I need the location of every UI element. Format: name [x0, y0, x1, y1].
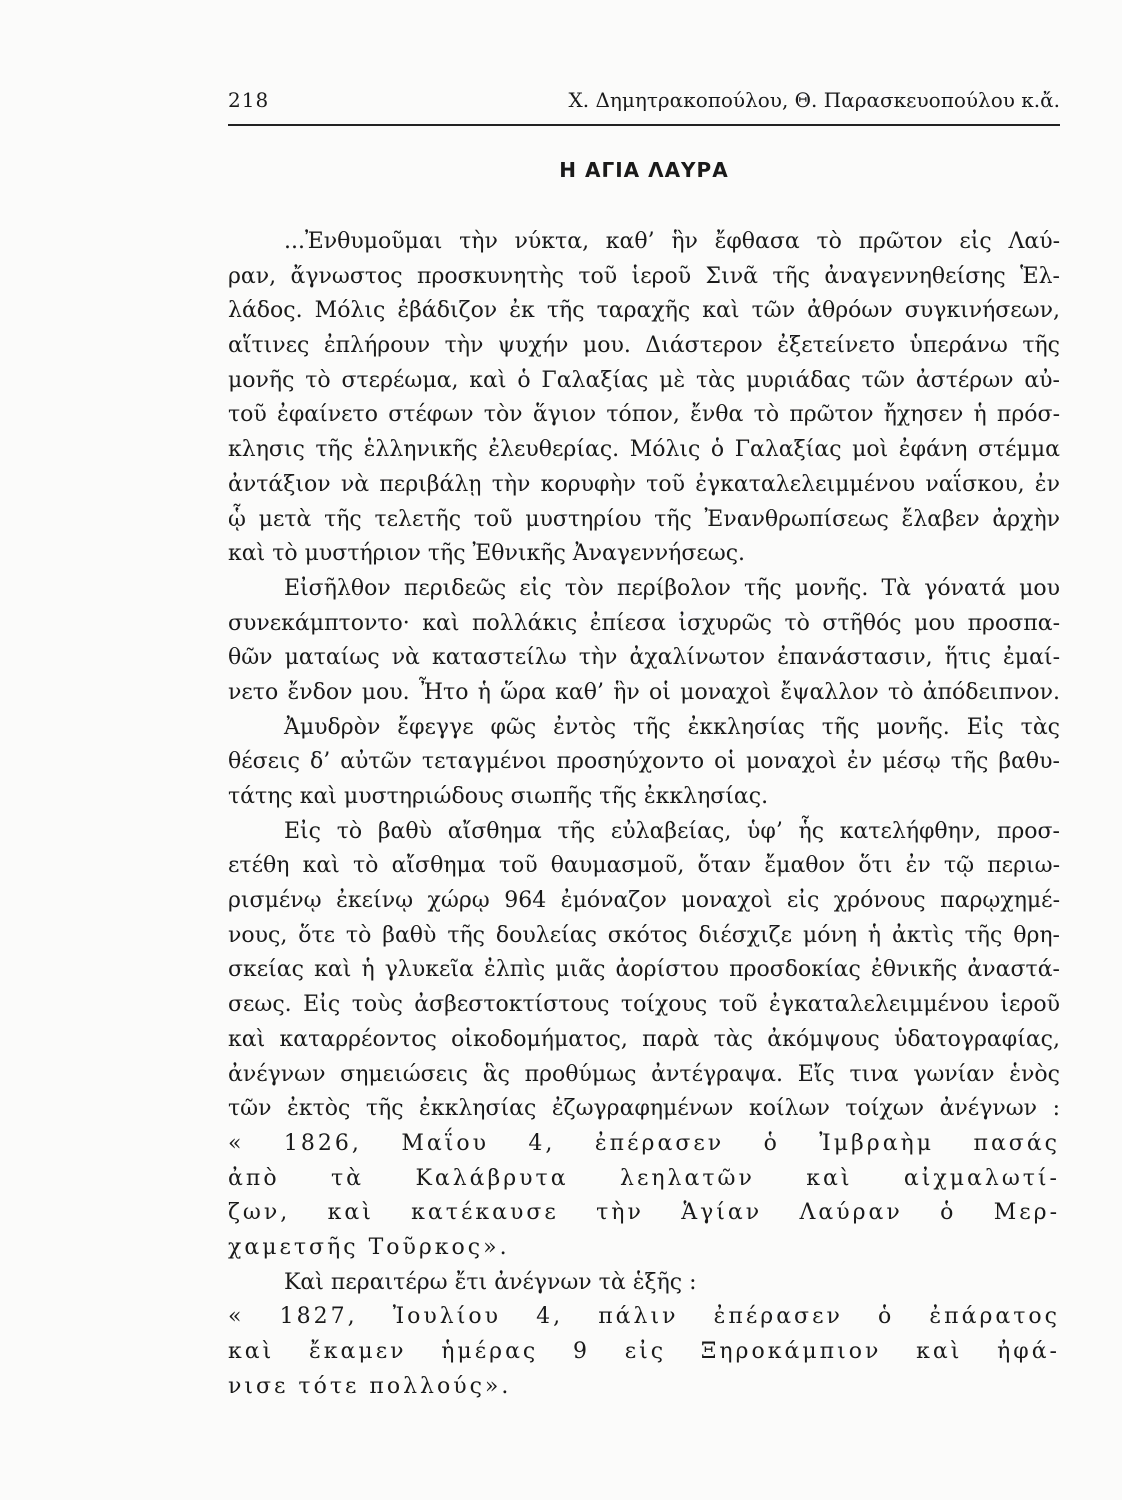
quote-line: « 1827, Ἰουλίου 4, πάλιν ἐπέρασεν ὁ ἐπάρατος	[228, 1304, 1060, 1330]
text-line: κλησις τῆς ἑλληνικῆς ἐλευθερίας. Μόλις ὁ Γαλαξίας μοὶ ἐφάνη στέμμα	[228, 437, 1060, 463]
text-line: ετέθη καὶ τὸ αἴσθημα τοῦ θαυμασμοῦ, ὅταν ἔμαθον ὅτι ἐν τῷ περιω-	[228, 853, 1060, 879]
header-rule	[228, 124, 1060, 126]
text-line: αἵτινες ἐπλήρουν τὴν ψυχήν μου. Διάστερον ἐξετείνετο ὑπεράνω τῆς	[228, 333, 1060, 359]
text-line: θέσεις δ’ αὐτῶν τεταγμένοι προσηύχοντο οἱ μοναχοὶ ἐν μέσῳ τῆς βαθυ-	[228, 749, 1060, 775]
quote-line: καὶ ἔκαμεν ἡμέρας 9 εἰς Ξηροκάμπιον καὶ ἠφά-	[228, 1339, 1060, 1364]
text-line: Εἰσῆλθον περιδεῶς εἰς τὸν περίβολον τῆς μονῆς. Τὰ γόνατά μου	[284, 575, 1060, 601]
quote-line: ζων, καὶ κατέκαυσε τὴν Ἁγίαν Λαύραν ὁ Μερ-	[228, 1200, 1060, 1226]
text-line: τοῦ ἐφαίνετο στέφων τὸν ἅγιον τόπον, ἔνθα τὸ πρῶτον ἤχησεν ἡ πρόσ-	[228, 402, 1060, 428]
page-header	[228, 88, 1060, 124]
quote-line: ἀπὸ τὰ Καλάβρυτα λεηλατῶν καὶ αἰχμαλωτί-	[228, 1165, 1060, 1191]
text-line: Ἀμυδρὸν ἔφεγγε φῶς ἐντὸς τῆς ἐκκλησίας τῆς μονῆς. Εἰς τὰς	[284, 714, 1060, 740]
text-line: νετο ἔνδον μου. Ἦτο ἡ ὥρα καθ’ ἣν οἱ μοναχοὶ ἔψαλλον τὸ ἀπόδειπνον.	[228, 679, 1060, 705]
text-line: ᾧ μετὰ τῆς τελετῆς τοῦ μυστηρίου τῆς Ἐνανθρωπίσεως ἔλαβεν ἀρχὴν	[228, 506, 1060, 532]
text-line: ἀντάξιον νὰ περιβάλῃ τὴν κορυφὴν τοῦ ἐγκαταλελειμμένου ναΐσκου, ἐν	[228, 471, 1060, 497]
text-line: συνεκάμπτοντο· καὶ πολλάκις ἐπίεσα ἰσχυρῶς τὸ στῆθός μου προσπα-	[228, 610, 1060, 636]
text-line: μονῆς τὸ στερέωμα, καὶ ὁ Γαλαξίας μὲ τὰς μυριάδας τῶν ἀστέρων αὐ-	[228, 367, 1060, 393]
text-line: ἀνέγνων σημειώσεις ἃς προθύμως ἀντέγραψα. Εἴς τινα γωνίαν ἑνὸς	[228, 1061, 1060, 1087]
running-head: Χ. Δημητρακοπούλου, Θ. Παρασκευοπούλου κ.ἄ.	[568, 88, 1060, 112]
section-title: Η ΑΓΙΑ ΛΑΥΡΑ	[559, 158, 729, 182]
body-text	[228, 225, 1060, 1404]
text-line: νους, ὅτε τὸ βαθὺ τῆς δουλείας σκότος διέσχιζε μόνη ἡ ἀκτὶς τῆς θρη-	[228, 922, 1060, 948]
text-line: καὶ καταρρέοντος οἰκοδομήματος, παρὰ τὰς ἀκόμψους ὑδατογραφίας,	[228, 1026, 1060, 1052]
quote-line: νισε τότε πολλούς».	[228, 1373, 512, 1399]
text-line: τῶν ἐκτὸς τῆς ἐκκλησίας ἐζωγραφημένων κοίλων τοίχων ἀνέγνων :	[228, 1096, 1060, 1122]
quote-line: χαμετσῆς Τοῦρκος».	[228, 1234, 510, 1260]
text-line: ραν, ἄγνωστος προσκυνητὴς τοῦ ἱεροῦ Σινᾶ τῆς ἀναγεννηθείσης Ἑλ-	[228, 263, 1060, 289]
page-number: 218	[228, 88, 270, 112]
text-line: καὶ τὸ μυστήριον τῆς Ἐθνικῆς Ἀναγεννήσεως.	[228, 541, 746, 567]
text-line: θῶν ματαίως νὰ καταστείλω τὴν ἀχαλίνωτον ἐπανάστασιν, ἥτις ἐμαί-	[228, 645, 1060, 671]
quote-line: « 1826, Μαΐου 4, ἐπέρασεν ὁ Ἰμβραὴμ πασάς	[228, 1130, 1060, 1156]
text-line: τάτης καὶ μυστηριώδους σιωπῆς τῆς ἐκκλησίας.	[228, 784, 769, 809]
text-line: λάδος. Μόλις ἐβάδιζον ἐκ τῆς ταραχῆς καὶ τῶν ἀθρόων συγκινήσεων,	[228, 298, 1060, 324]
text-line: σκείας καὶ ἡ γλυκεῖα ἐλπὶς μιᾶς ἀορίστου προσδοκίας ἐθνικῆς ἀναστά-	[228, 957, 1060, 983]
text-line: Εἰς τὸ βαθὺ αἴσθημα τῆς εὐλαβείας, ὑφ’ ἧς κατελήφθην, προσ-	[284, 818, 1060, 844]
text-line: σεως. Εἰς τοὺς ἀσβεστοκτίστους τοίχους τοῦ ἐγκαταλελειμμένου ἱεροῦ	[228, 992, 1060, 1018]
text-line: Καὶ περαιτέρω ἔτι ἀνέγνων τὰ ἑξῆς :	[284, 1269, 697, 1295]
text-line: ρισμένῳ ἐκείνῳ χώρῳ 964 ἐμόναζον μοναχοὶ εἰς χρόνους παρῳχημέ-	[228, 888, 1060, 914]
text-line: ...Ἐνθυμοῦμαι τὴν νύκτα, καθ’ ἣν ἔφθασα τὸ πρῶτον εἰς Λαύ-	[284, 229, 1060, 254]
